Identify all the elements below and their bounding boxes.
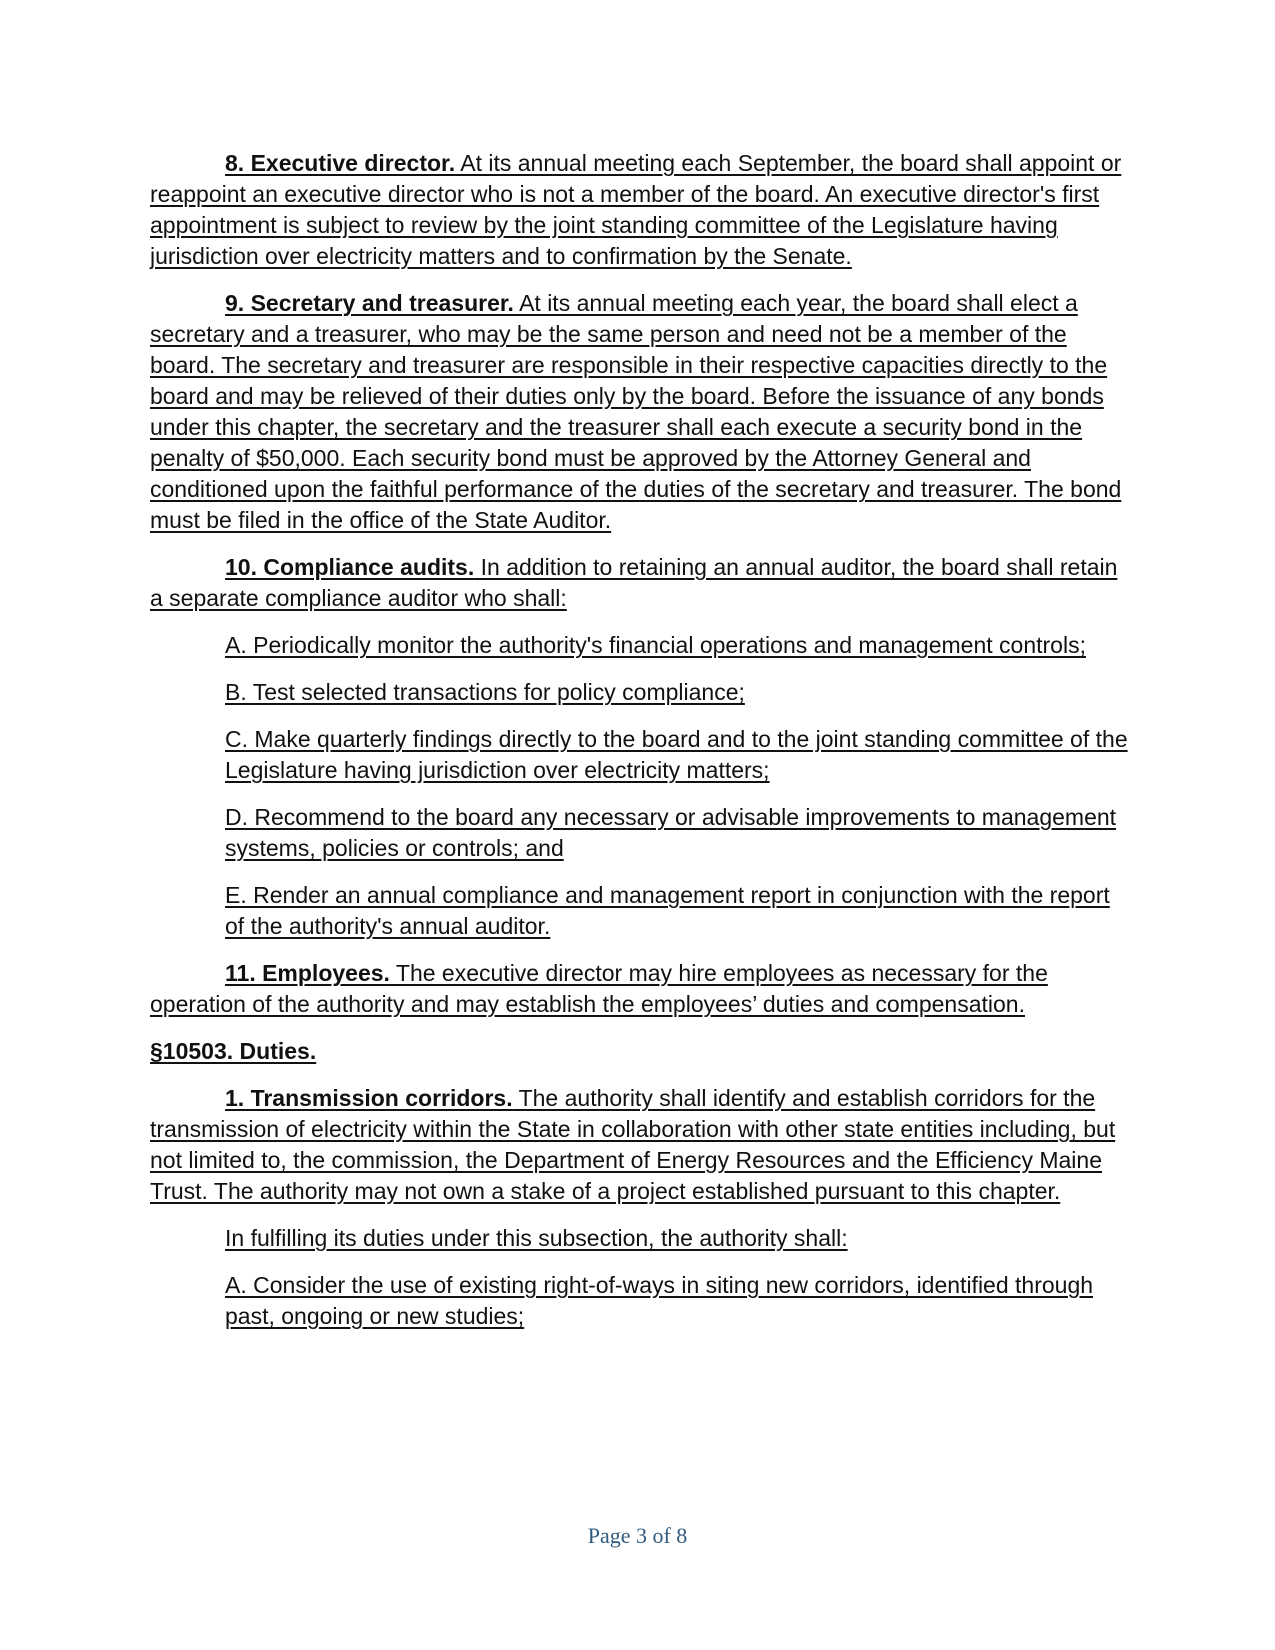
list-item: B. Test selected transactions for policy compliance; xyxy=(225,679,745,705)
paragraph-number: 8. Executive director. xyxy=(225,150,456,176)
paragraph-text: The executive director may hire employees as necessary for the operation of the authority and may establish the employees’ duties and compensation. xyxy=(150,960,1048,1017)
list-item: C. Make quarterly findings directly to the board and to the joint standing committee of the Legislature having jurisdiction over electricity matters; xyxy=(225,726,1128,783)
paragraph-text: In addition to retaining an annual auditor, the board shall retain a separate compliance auditor who shall: xyxy=(150,554,1118,611)
paragraph-number: 11. Employees. xyxy=(225,960,390,986)
list-item: A. Periodically monitor the authority's financial operations and management controls; xyxy=(225,632,1086,658)
paragraph-text: At its annual meeting each September, the board shall appoint or reappoint an executive director who is not a member of the board. An executive director's first appointment is subject to review by the joint standing committee of the Legislature having jurisdiction over electricity matters and to confirmation by the Senate. xyxy=(150,150,1122,269)
list-item: A. Consider the use of existing right-of-ways in siting new corridors, identified through past, ongoing or new studies; xyxy=(225,1272,1094,1329)
paragraph-secretary-treasurer xyxy=(150,288,1135,536)
paragraph-number: 9. Secretary and treasurer. xyxy=(225,290,514,316)
paragraph-number: 1. Transmission corridors. xyxy=(225,1085,513,1111)
list-item: D. Recommend to the board any necessary or advisable improvements to management systems, policies or controls; and xyxy=(225,804,1117,861)
section-heading: §10503. Duties. xyxy=(150,1038,317,1064)
paragraph-employees xyxy=(150,958,1135,1020)
subsection-intro: In fulfilling its duties under this subsection, the authority shall: xyxy=(225,1225,848,1251)
paragraph-number: 10. Compliance audits. xyxy=(225,554,475,580)
page-number-footer: Page 3 of 8 xyxy=(587,1523,688,1548)
paragraph-transmission-corridors xyxy=(150,1083,1135,1207)
paragraph-text: The authority shall identify and establish corridors for the transmission of electricity within the State in collaboration with other state entities including, but not limited to, the commission, the Department of Energy Resources and the Efficiency Maine Trust. The authority may not own a stake of a project established pursuant to this chapter. xyxy=(150,1085,1116,1204)
paragraph-executive-director xyxy=(150,148,1135,272)
list-item: E. Render an annual compliance and management report in conjunction with the report of the authority's annual auditor. xyxy=(225,882,1110,939)
document-page xyxy=(150,148,1135,1348)
paragraph-compliance-audits xyxy=(150,552,1135,614)
paragraph-text: At its annual meeting each year, the board shall elect a secretary and a treasurer, who may be the same person and need not be a member of the board. The secretary and treasurer are responsible in their respective capacities directly to the board and may be relieved of their duties only by the board. Before the issuance of any bonds under this chapter, the secretary and the treasurer shall each execute a security bond in the penalty of $50,000. Each security bond must be approved by the Attorney General and conditioned upon the faithful performance of the duties of the secretary and treasurer. The bond must be filed in the office of the State Auditor. xyxy=(150,290,1122,533)
